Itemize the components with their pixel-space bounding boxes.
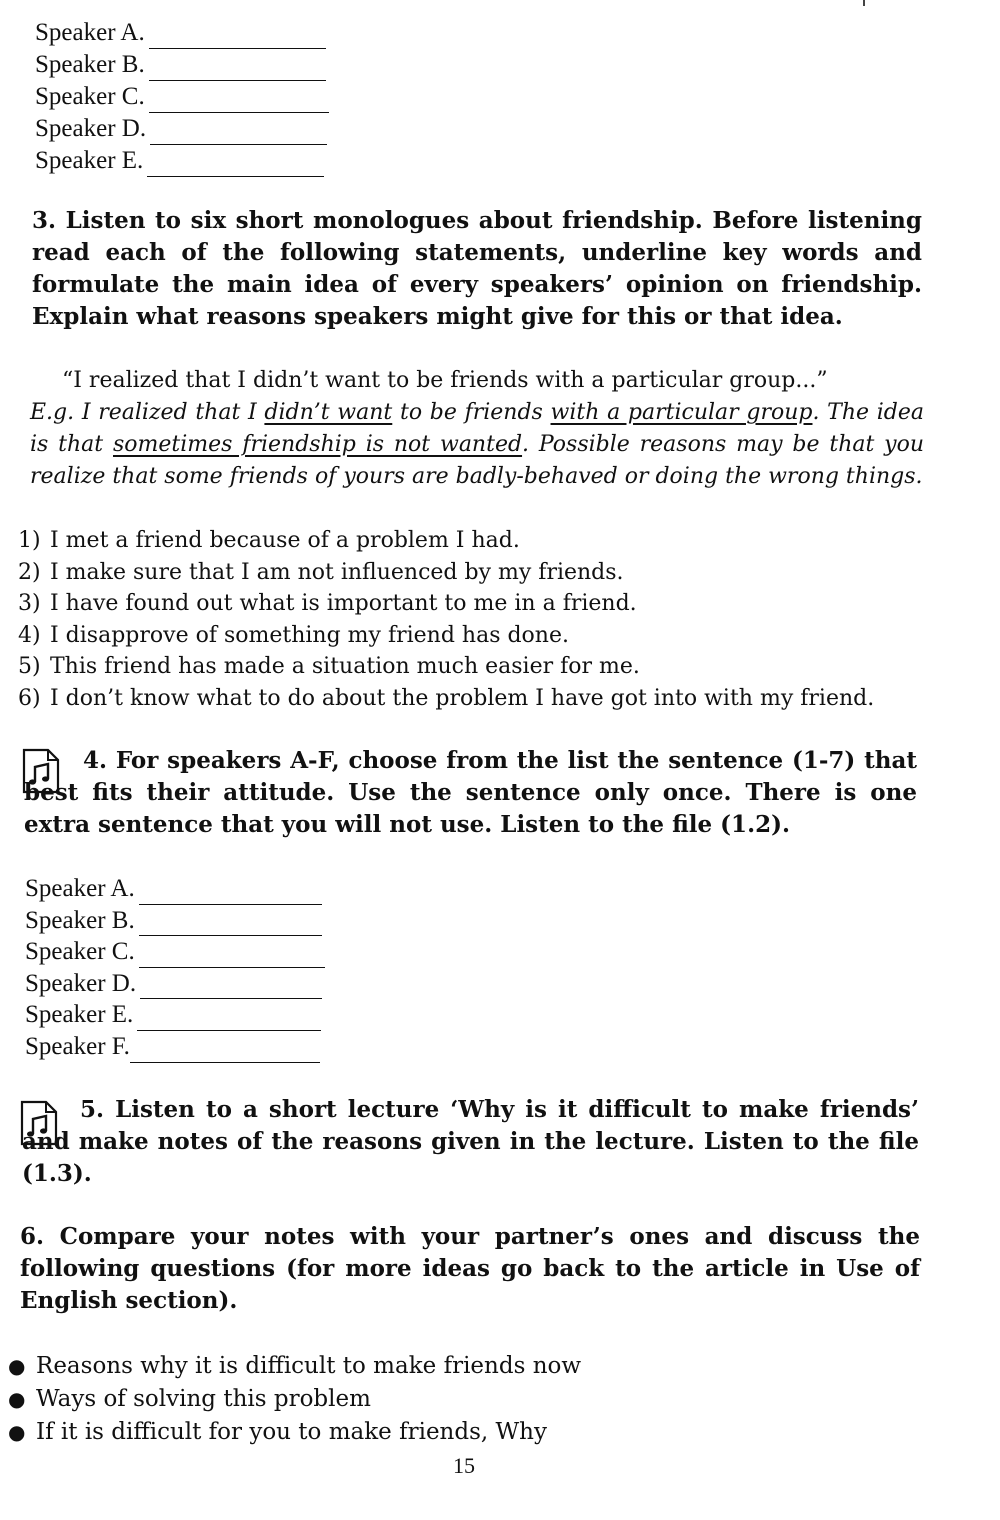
statement-item: [18, 557, 874, 589]
scan-mark: [863, 0, 865, 6]
page-number: 15: [453, 1453, 475, 1478]
answer-blank[interactable]: [139, 915, 322, 936]
statement-number: 2): [18, 559, 41, 585]
answer-label: Speaker E.: [35, 147, 144, 174]
answer-label: Speaker C.: [35, 83, 145, 110]
answer-row: [25, 873, 325, 905]
statement-text: I have found out what is important to me in a friend.: [50, 591, 637, 617]
answer-label: Speaker F.: [25, 1032, 130, 1060]
bullet-icon: ●: [8, 1387, 26, 1411]
answer-row: [25, 1031, 325, 1063]
statement-item: [18, 651, 874, 683]
statement-text: This friend has made a situation much easier for me.: [50, 654, 640, 680]
answer-label: Speaker D.: [25, 969, 137, 997]
answer-label: Speaker B.: [35, 51, 145, 78]
statement-item: [18, 588, 874, 620]
statement-item: [18, 683, 874, 715]
example-keyword: with a particular group: [550, 400, 813, 425]
answer-list-top: [35, 17, 329, 177]
statement-text: I don’t know what to do about the problem I have got into with my friend.: [50, 685, 875, 711]
bullet-icon: ●: [8, 1420, 26, 1444]
answer-blank[interactable]: [149, 28, 326, 49]
answer-blank[interactable]: [149, 92, 329, 113]
task3-instructions: 3. Listen to six short monologues about friendship. Before listening read each of the following statements, underline key words and formulate the main idea of every speakers’ opinion on friendship. Explain what reasons speakers might give for this or that idea.: [32, 207, 922, 330]
example-text: . The idea is that: [30, 400, 924, 457]
answer-blank[interactable]: [149, 60, 326, 81]
task5-instructions: [22, 1094, 919, 1190]
statement-number: 4): [18, 622, 41, 648]
answer-label: Speaker B.: [25, 906, 135, 934]
statement-text: I met a friend because of a problem I had.: [50, 528, 520, 553]
example-text: to be friends: [392, 400, 551, 425]
task6-instructions: 6. Compare your notes with your partner’s ones and discuss the following questions (for more ideas go back to the article in Use of English section).: [20, 1223, 920, 1314]
statement-text: I make sure that I am not influenced by my friends.: [50, 559, 624, 585]
task4-instructions: [24, 745, 917, 841]
answer-row: [25, 936, 325, 968]
answer-label: Speaker E.: [25, 1001, 134, 1029]
answer-row: [35, 17, 329, 49]
answer-blank[interactable]: [139, 947, 325, 968]
answer-label: Speaker A.: [25, 875, 135, 902]
bullet-icon: ●: [8, 1354, 26, 1378]
answer-row: [35, 113, 329, 145]
statement-list: [18, 525, 874, 715]
example-paragraph: [30, 397, 924, 493]
statement-item: [18, 525, 874, 557]
example-quote: “I realized that I didn’t want to be friends with a particular group...”: [62, 368, 828, 393]
answer-row: [35, 49, 329, 81]
answer-blank[interactable]: [147, 156, 324, 177]
task5-text: 5. Listen to a short lecture ‘Why is it difficult to make friends’ and make notes of the reasons given in the lecture. Listen to the file (1.3).: [22, 1096, 919, 1187]
answer-blank[interactable]: [150, 124, 327, 145]
answer-row: [25, 968, 325, 1000]
answer-blank[interactable]: [140, 978, 322, 999]
answer-row: [35, 81, 329, 113]
answer-label: Speaker D.: [35, 115, 147, 142]
bullet-text: Ways of solving this problem: [36, 1386, 371, 1412]
bullet-item: [8, 1416, 581, 1449]
statement-number: 3): [18, 591, 41, 617]
example-keyword: sometimes friendship is not wanted: [113, 432, 523, 457]
answer-label: Speaker C.: [25, 938, 135, 966]
task4-text: 4. For speakers A-F, choose from the list the sentence (1-7) that best fits their attitude. Use the sentence only once. There is one extra sentence that you will not use. Listen to the file (1.2).: [24, 747, 917, 838]
bullet-item: [8, 1350, 581, 1383]
bullet-item: [8, 1383, 581, 1416]
statement-item: [18, 620, 874, 652]
discussion-questions: [8, 1350, 581, 1449]
answer-blank[interactable]: [139, 884, 322, 905]
example-text: . Possible reasons may be that you realize that some friends of yours are badly-behaved or doing the wrong things.: [30, 432, 925, 489]
answer-list-task4: [25, 873, 325, 1063]
statement-text: I disapprove of something my friend has done.: [50, 622, 569, 648]
statement-number: 6): [18, 685, 41, 711]
statement-number: 1): [18, 528, 41, 553]
answer-row: [35, 145, 329, 177]
answer-row: [25, 999, 325, 1031]
bullet-text: Reasons why it is difficult to make friends now: [36, 1353, 582, 1379]
answer-row: [25, 905, 325, 937]
example-text: E.g. I realized that I: [30, 400, 265, 425]
bullet-text: If it is difficult for you to make friends, Why: [36, 1419, 547, 1445]
answer-blank[interactable]: [130, 1042, 320, 1063]
example-keyword: didn’t want: [264, 400, 393, 425]
answer-label: Speaker A.: [35, 19, 145, 46]
statement-number: 5): [18, 654, 41, 680]
answer-blank[interactable]: [137, 1010, 321, 1031]
